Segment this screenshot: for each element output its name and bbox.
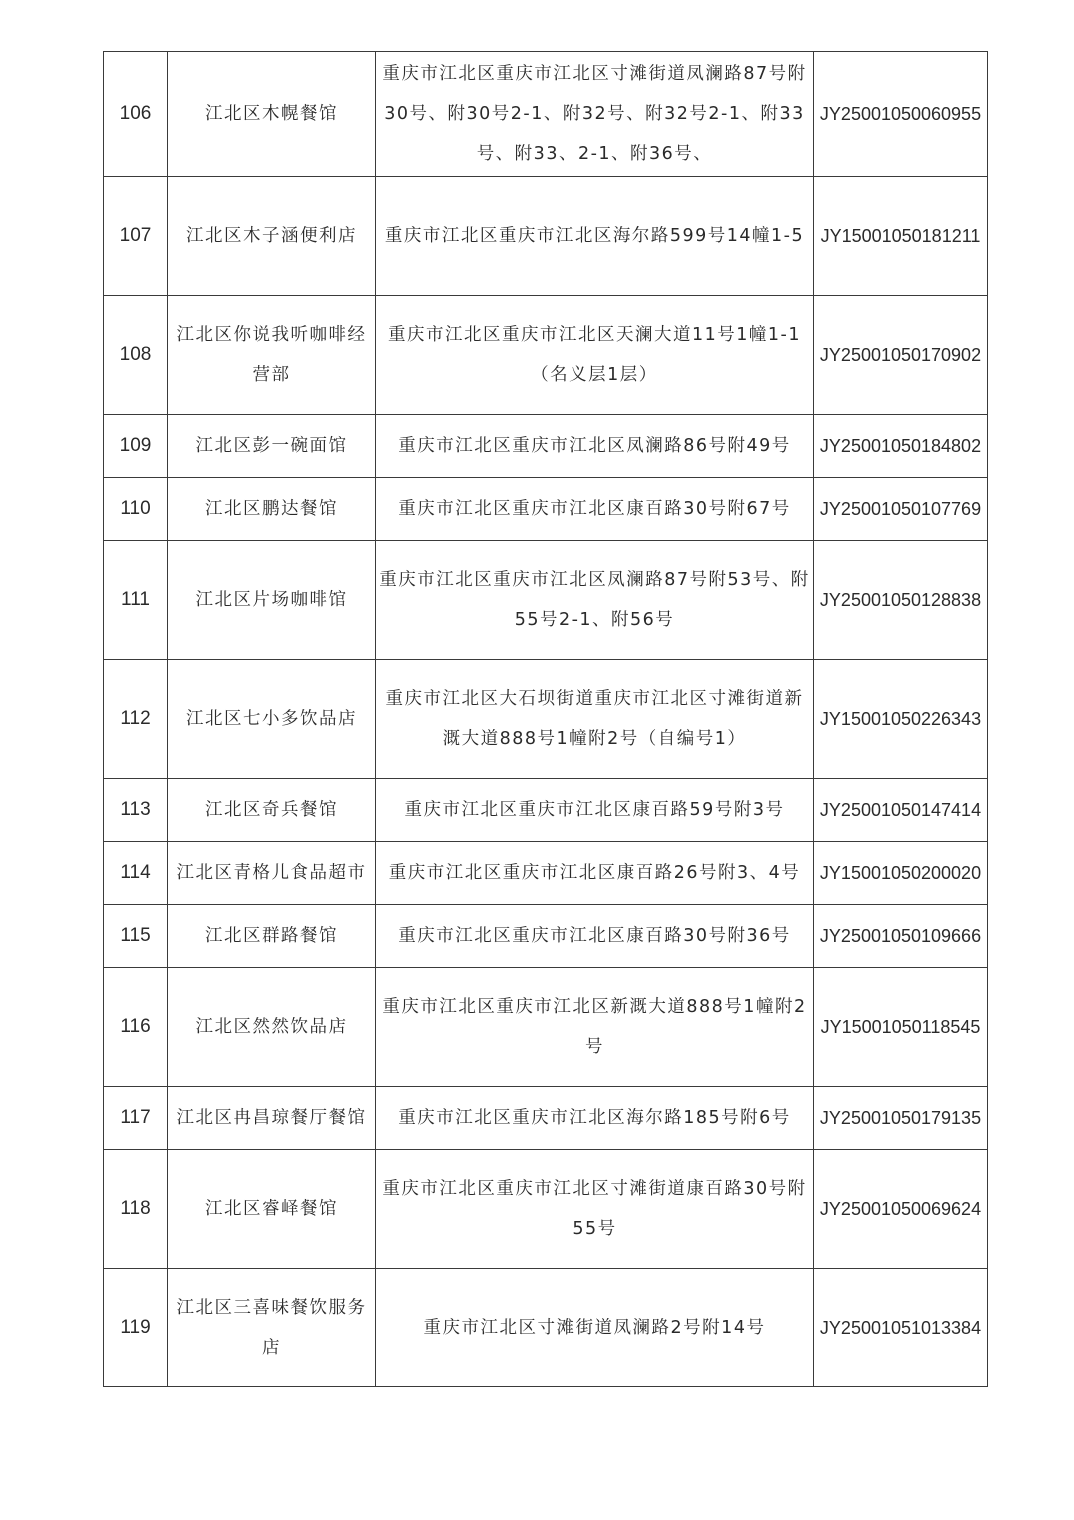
business-name: 江北区三喜味餐饮服务店 — [168, 1269, 376, 1387]
business-address: 重庆市江北区重庆市江北区天澜大道11号1幢1-1（名义层1层） — [376, 296, 814, 415]
license-number: JY15001050200020 — [814, 842, 988, 905]
business-address: 重庆市江北区重庆市江北区海尔路185号附6号 — [376, 1087, 814, 1150]
license-number: JY25001050060955 — [814, 52, 988, 177]
business-name: 江北区片场咖啡馆 — [168, 541, 376, 660]
license-number: JY25001050147414 — [814, 779, 988, 842]
license-number: JY25001050128838 — [814, 541, 988, 660]
row-number: 119 — [104, 1269, 168, 1387]
row-number: 106 — [104, 52, 168, 177]
license-number: JY25001050170902 — [814, 296, 988, 415]
business-name: 江北区群路餐馆 — [168, 905, 376, 968]
license-number: JY15001050226343 — [814, 660, 988, 779]
business-address: 重庆市江北区重庆市江北区海尔路599号14幢1-5 — [376, 177, 814, 296]
row-number: 108 — [104, 296, 168, 415]
license-number: JY25001050107769 — [814, 478, 988, 541]
document-page — [103, 51, 987, 1387]
business-address: 重庆市江北区重庆市江北区凤澜路86号附49号 — [376, 415, 814, 478]
business-address: 重庆市江北区重庆市江北区新溉大道888号1幢附2号 — [376, 968, 814, 1087]
row-number: 111 — [104, 541, 168, 660]
row-number: 118 — [104, 1150, 168, 1269]
business-address: 重庆市江北区重庆市江北区康百路59号附3号 — [376, 779, 814, 842]
business-name: 江北区奇兵餐馆 — [168, 779, 376, 842]
business-name: 江北区木幌餐馆 — [168, 52, 376, 177]
business-address: 重庆市江北区重庆市江北区康百路30号附36号 — [376, 905, 814, 968]
business-name: 江北区木子涵便利店 — [168, 177, 376, 296]
business-address: 重庆市江北区重庆市江北区凤澜路87号附53号、附55号2-1、附56号 — [376, 541, 814, 660]
license-number: JY25001051013384 — [814, 1269, 988, 1387]
table-row — [104, 1269, 988, 1387]
license-number: JY25001050069624 — [814, 1150, 988, 1269]
license-number: JY25001050179135 — [814, 1087, 988, 1150]
table-row — [104, 660, 988, 779]
business-address: 重庆市江北区寸滩街道凤澜路2号附14号 — [376, 1269, 814, 1387]
table-row — [104, 905, 988, 968]
business-name: 江北区彭一碗面馆 — [168, 415, 376, 478]
table-row — [104, 1087, 988, 1150]
license-number: JY15001050118545 — [814, 968, 988, 1087]
row-number: 113 — [104, 779, 168, 842]
table-row — [104, 968, 988, 1087]
business-name: 江北区青格儿食品超市 — [168, 842, 376, 905]
license-number: JY15001050181211 — [814, 177, 988, 296]
table-row — [104, 1150, 988, 1269]
business-name: 江北区睿峄餐馆 — [168, 1150, 376, 1269]
business-license-table — [103, 51, 988, 1387]
business-name: 江北区七小多饮品店 — [168, 660, 376, 779]
business-address: 重庆市江北区大石坝街道重庆市江北区寸滩街道新溉大道888号1幢附2号（自编号1） — [376, 660, 814, 779]
row-number: 112 — [104, 660, 168, 779]
row-number: 115 — [104, 905, 168, 968]
table-row — [104, 296, 988, 415]
table-row — [104, 842, 988, 905]
license-number: JY25001050184802 — [814, 415, 988, 478]
table-row — [104, 415, 988, 478]
table-row — [104, 478, 988, 541]
table-row — [104, 52, 988, 177]
row-number: 117 — [104, 1087, 168, 1150]
business-address: 重庆市江北区重庆市江北区寸滩街道凤澜路87号附30号、附30号2-1、附32号、附32号2-1、附33号、附33、2-1、附36号、 — [376, 52, 814, 177]
business-address: 重庆市江北区重庆市江北区寸滩街道康百路30号附55号 — [376, 1150, 814, 1269]
license-number: JY25001050109666 — [814, 905, 988, 968]
table-row — [104, 779, 988, 842]
business-address: 重庆市江北区重庆市江北区康百路30号附67号 — [376, 478, 814, 541]
row-number: 110 — [104, 478, 168, 541]
table-row — [104, 177, 988, 296]
business-name: 江北区鹏达餐馆 — [168, 478, 376, 541]
table-row — [104, 541, 988, 660]
business-name: 江北区冉昌琼餐厅餐馆 — [168, 1087, 376, 1150]
business-address: 重庆市江北区重庆市江北区康百路26号附3、4号 — [376, 842, 814, 905]
row-number: 114 — [104, 842, 168, 905]
row-number: 116 — [104, 968, 168, 1087]
business-name: 江北区你说我听咖啡经营部 — [168, 296, 376, 415]
row-number: 107 — [104, 177, 168, 296]
business-name: 江北区然然饮品店 — [168, 968, 376, 1087]
row-number: 109 — [104, 415, 168, 478]
